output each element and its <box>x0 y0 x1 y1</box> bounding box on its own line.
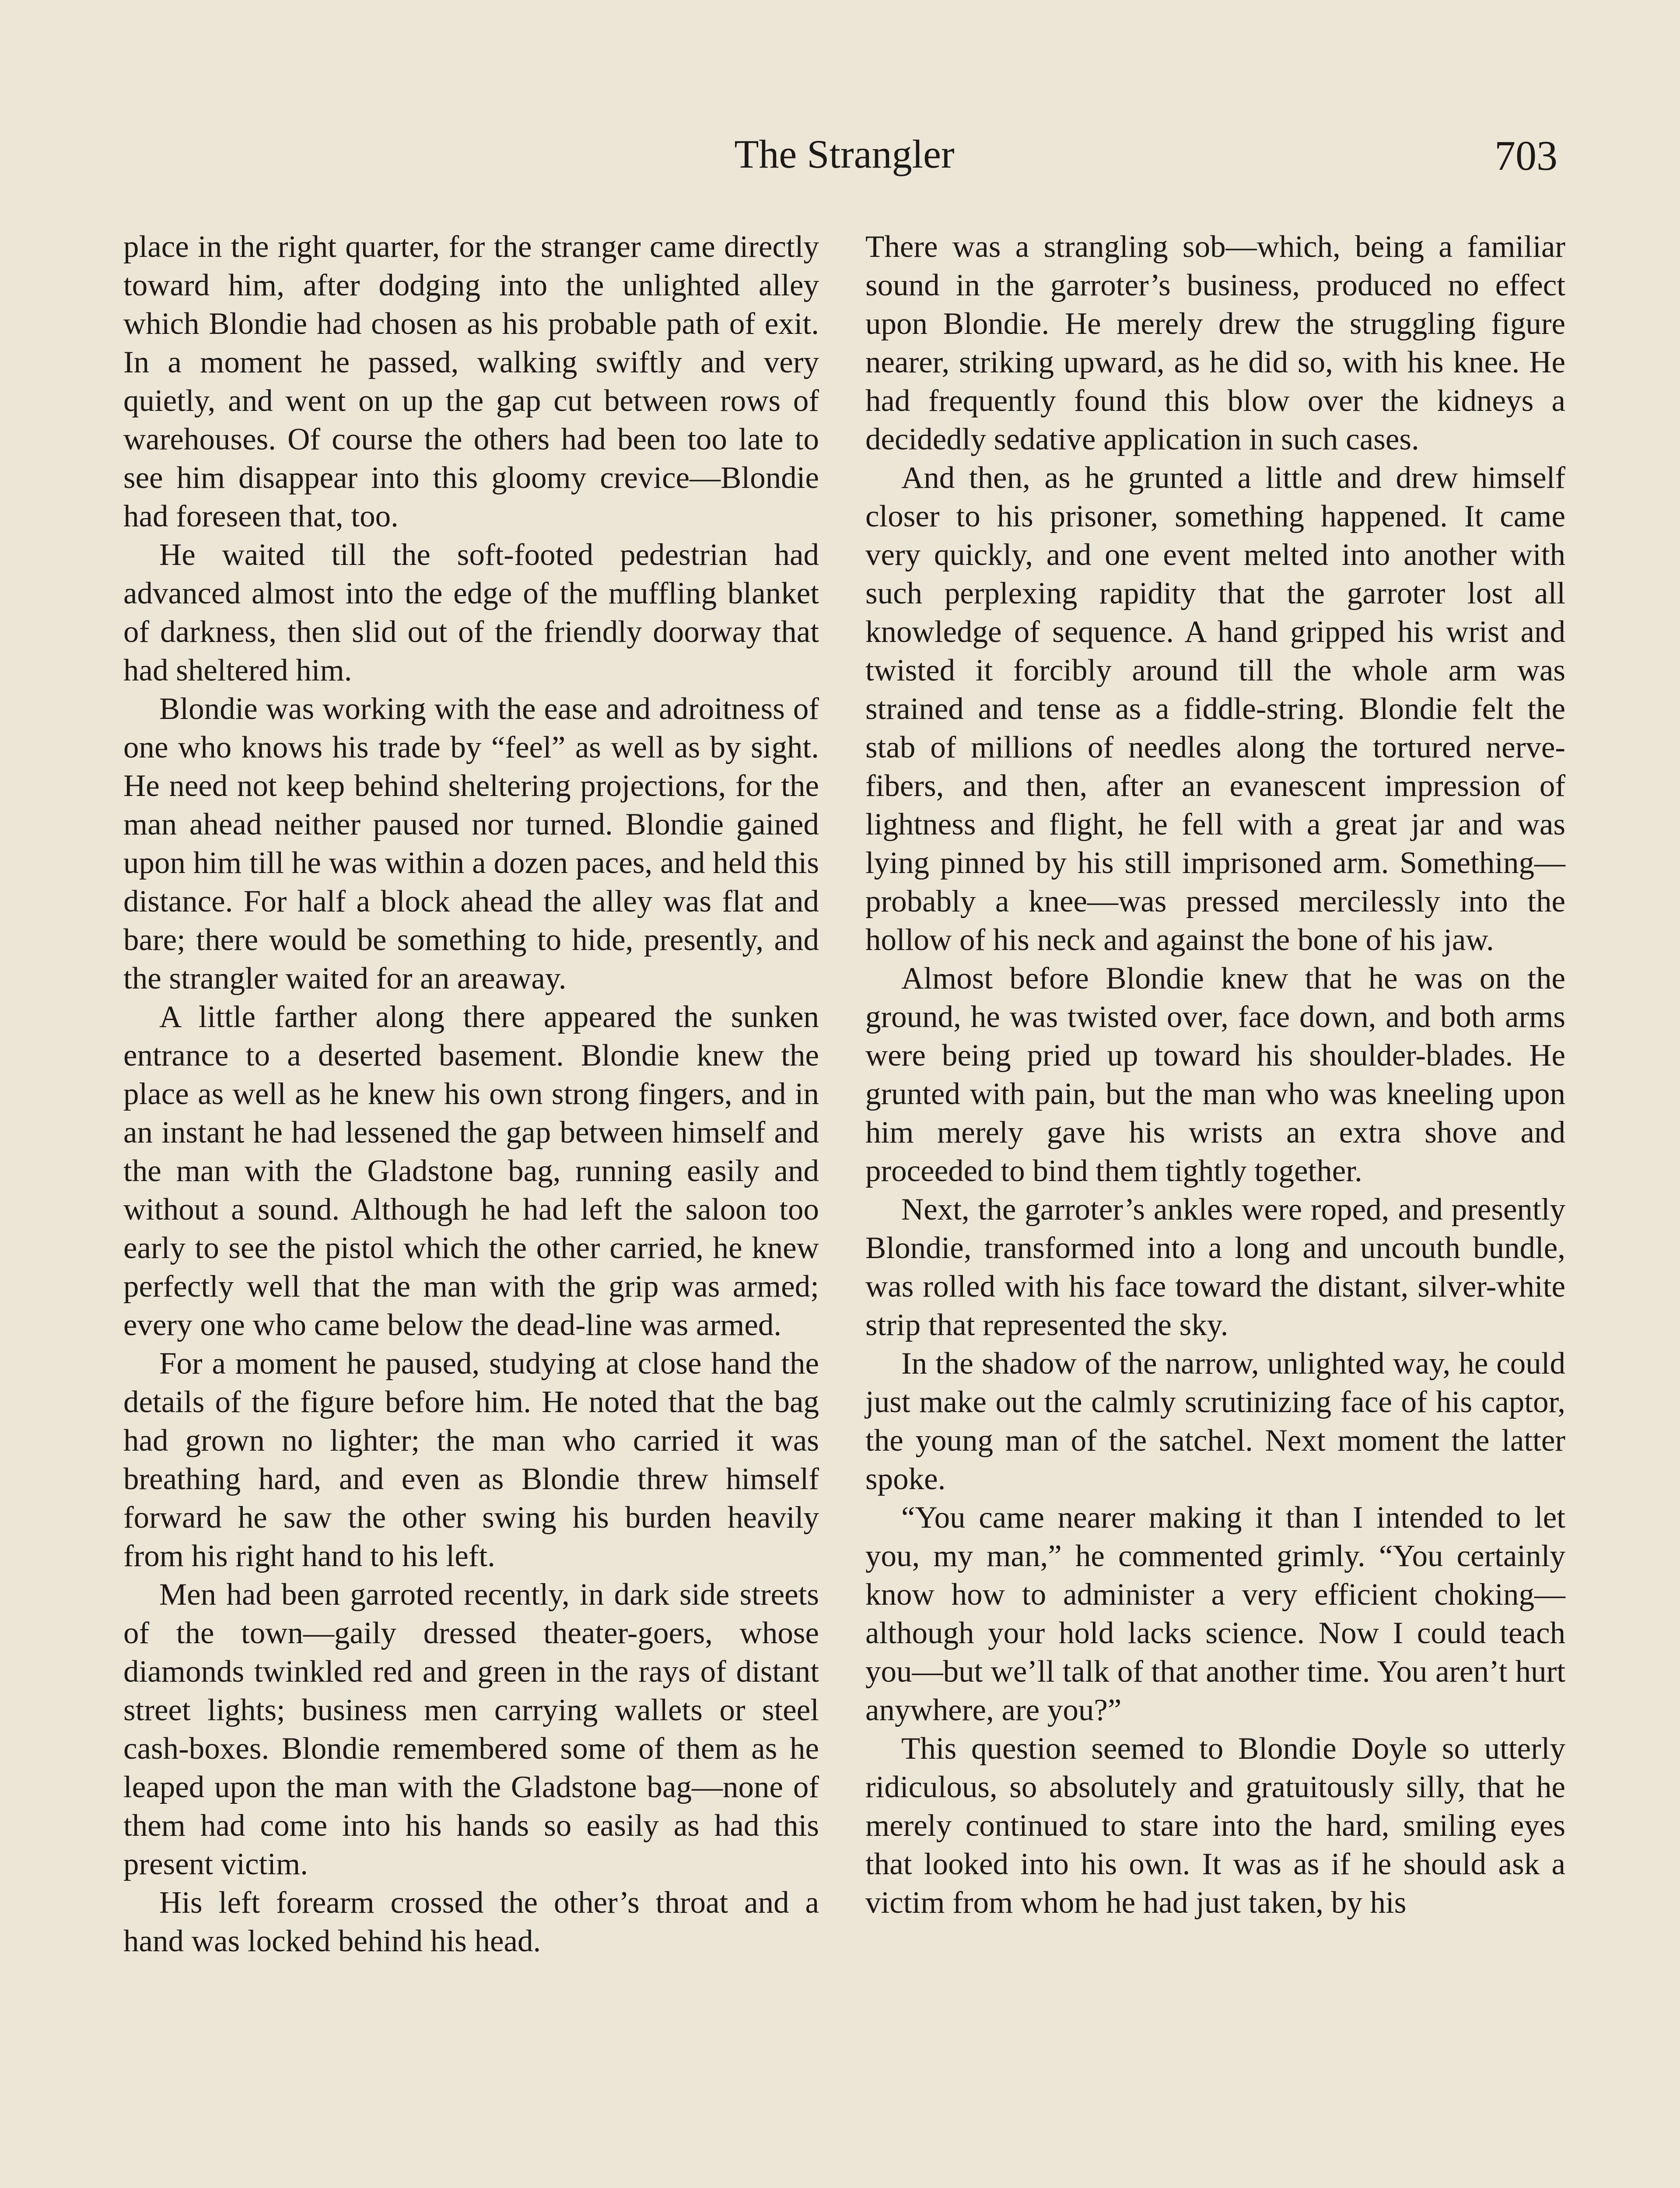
paragraph: For a moment he paused, studying at close hand the details of the figure before him. He noted that the bag had grown no lighter; the man who carried it was breathing hard, and even as Blondie threw himself forward he saw the other swing his burden heavily from his right hand to his left. <box>123 1346 819 1573</box>
paragraph: Next, the garroter’s ankles were roped, and presently Blondie, transformed into a long and uncouth bundle, was rolled with his face toward the distant, silver-white strip that represented the sky. <box>865 1192 1565 1342</box>
paragraph: And then, as he grunted a little and drew himself closer to his prisoner, something happened. It came very quickly, and one event melted into another with such perplexing rapidity that the garroter lost all knowledge of sequence. A hand gripped his wrist and twisted it forcibly around till the whole arm was strained and tense as a fiddle-string. Blondie felt the stab of millions of needles along the tortured nerve-fibers, and then, after an evanescent impression of lightness and flight, he fell with a great jar and was lying pinned by his still imprisoned arm. Something—probably a knee—was pressed mercilessly into the hollow of his neck and against the bone of his jaw. <box>865 461 1565 957</box>
paragraph: He waited till the soft-footed pedestrian had advanced almost into the edge of the muffling blanket of darkness, then slid out of the friendly doorway that had sheltered him. <box>123 538 819 687</box>
page-number: 703 <box>1494 132 1558 179</box>
paragraph: There was a strangling sob—which, being a familiar sound in the garroter’s business, produced no effect upon Blondie. He merely drew the struggling figure nearer, striking upward, as he did so, with his knee. He had frequently found this blow over the kidneys a decidedly sedative application in such cases. <box>865 230 1565 456</box>
paragraph: “You came nearer making it than I intended to let you, my man,” he commented grimly. “You certainly know how to administer a very efficient choking—although your hold lacks science. Now I could teach you—but we’ll talk of that another time. You aren’t hurt anywhere, are you?” <box>865 1501 1565 1727</box>
paragraph: A little farther along there appeared the sunken entrance to a deserted basement. Blondie knew the place as well as he knew his own strong fingers, and in an instant he had lessened the gap between himself and the man with the Gladstone bag, running easily and without a sound. Although he had left the saloon too early to see the pistol which the other carried, he knew perfectly well that the man with the grip was armed; every one who came below the dead-line was armed. <box>123 1000 819 1342</box>
left-column <box>123 228 819 1960</box>
running-title: The Strangler <box>734 132 955 176</box>
paragraph: This question seemed to Blondie Doyle so utterly ridiculous, so absolutely and gratuitously silly, that he merely continued to stare into the hard, smiling eyes that looked into his own. It was as if he should ask a victim from whom he had just taken, by his <box>865 1732 1565 1920</box>
paragraph: His left forearm crossed the other’s throat and a hand was locked behind his head. <box>123 1886 819 1958</box>
paragraph: Men had been garroted recently, in dark side streets of the town—gaily dressed theater-goers, whose diamonds twinkled red and green in the rays of distant street lights; business men carrying wallets or steel cash-boxes. Blondie remembered some of them as he leaped upon the man with the Gladstone bag—none of them had come into his hands so easily as had this present victim. <box>123 1578 819 1881</box>
paragraph: Blondie was working with the ease and adroitness of one who knows his trade by “feel” as well as by sight. He need not keep behind sheltering projections, for the man ahead neither paused nor turned. Blondie gained upon him till he was within a dozen paces, and held this distance. For half a block ahead the alley was flat and bare; there would be something to hide, presently, and the strangler waited for an areaway. <box>123 692 819 996</box>
page-header <box>0 128 1680 185</box>
right-column <box>865 228 1565 1922</box>
paragraph: In the shadow of the narrow, unlighted way, he could just make out the calmly scrutinizing face of his captor, the young man of the satchel. Next moment the latter spoke. <box>865 1346 1565 1496</box>
paragraph: place in the right quarter, for the stranger came directly toward him, after dodging into the unlighted alley which Blondie had chosen as his probable path of exit. In a moment he passed, walking swiftly and very quietly, and went on up the gap cut between rows of warehouses. Of course the others had been too late to see him disappear into this gloomy crevice—Blondie had foreseen that, too. <box>123 230 819 533</box>
paragraph: Almost before Blondie knew that he was on the ground, he was twisted over, face down, and both arms were being pried up toward his shoulder-blades. He grunted with pain, but the man who was kneeling upon him merely gave his wrists an extra shove and proceeded to bind them tightly together. <box>865 961 1565 1188</box>
